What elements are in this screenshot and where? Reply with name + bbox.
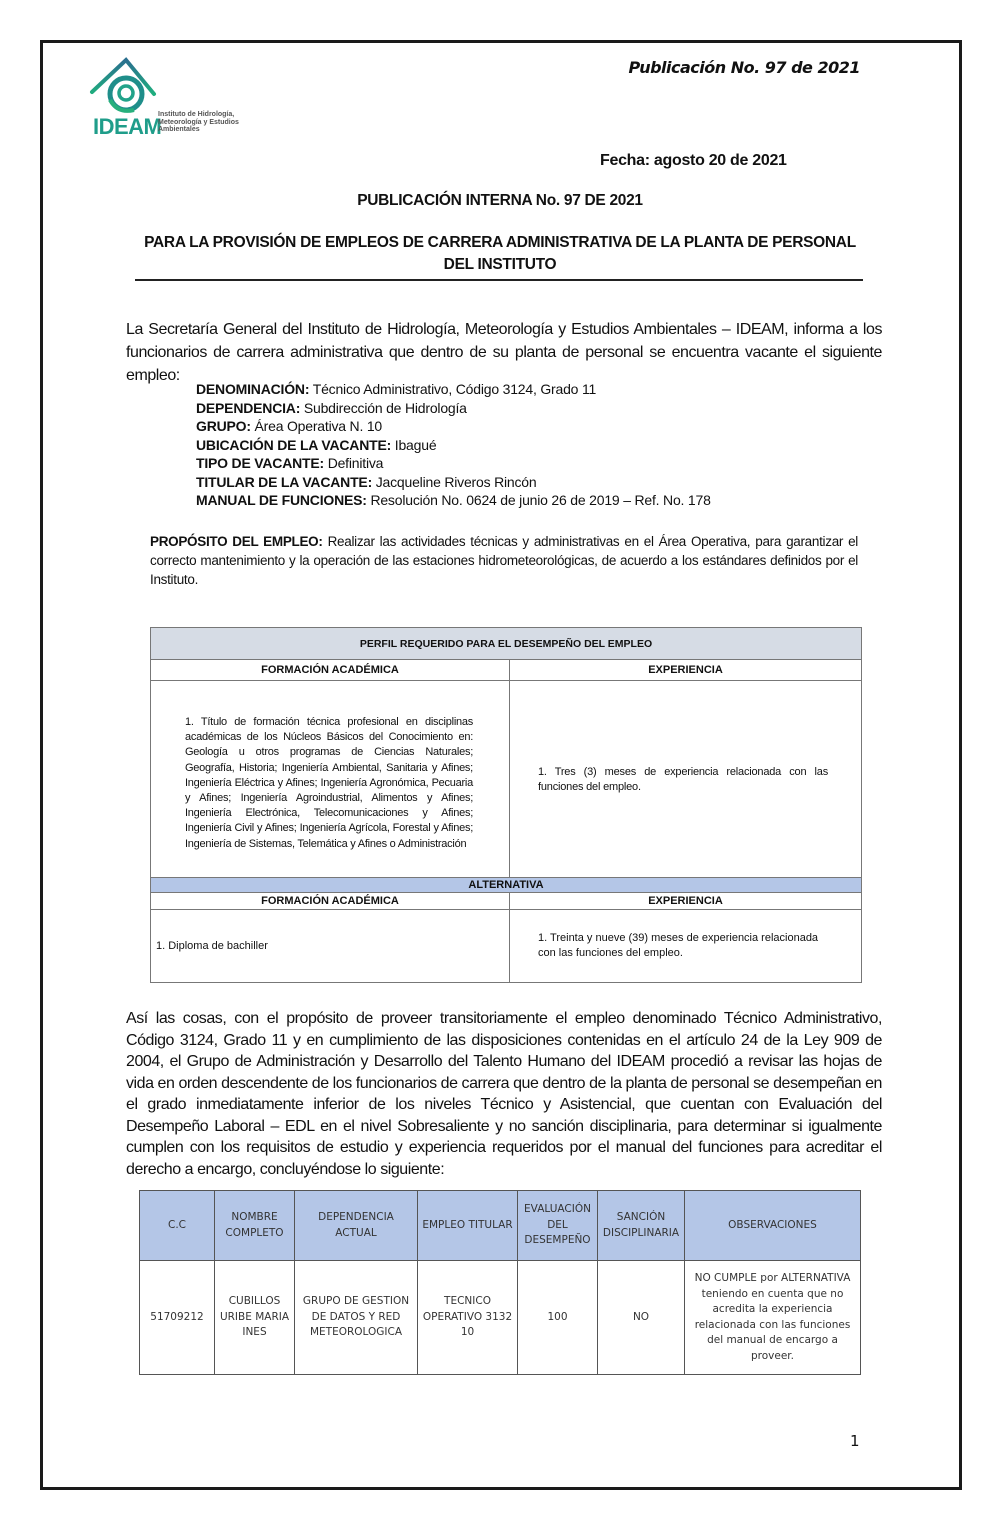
- cell-cc: 51709212: [140, 1261, 215, 1375]
- page-number: 1: [850, 1432, 860, 1450]
- purpose-text: Realizar las actividades técnicas y administrativas en el Área Operativa, para garantizar el correcto mantenimiento y la operación de las estaciones hidrometeorológicas, de acuerdo a los estándares definidos por el Instituto.: [150, 534, 859, 587]
- field-label: UBICACIÓN DE LA VACANTE:: [196, 436, 392, 453]
- field-value: Subdirección de Hidrología: [300, 399, 467, 416]
- field-titular: [196, 473, 711, 492]
- field-value: Resolución No. 0624 de junio 26 de 2019 – Ref. No. 178: [366, 492, 711, 508]
- alt-col-education-header: FORMACIÓN ACADÉMICA: [151, 893, 510, 910]
- education-text: 1. Título de formación técnica profesional en disciplinas académicas de los Núcleos Básicos del Conocimiento en: Geología u otros programas de Ciencias Naturales; Geografía, Historia; Ingeniería Ambiental, Sanitaria y Afines; Ingeniería Eléctrica y Afines; Ingeniería Agronómica, Pecuaria y Afines; Ingeniería Agroindustrial, Alimentos y Afines; Ingeniería Electrónica, Telecomunicaciones y Afines; Ingeniería Civil y Afines; Ingeniería Agrícola, Forestal y Afines; Ingeniería de Sistemas, Telemática y Afines o Administración: [185, 716, 473, 850]
- document-subtitle: PARA LA PROVISIÓN DE EMPLEOS DE CARRERA ADMINISTRATIVA DE LA PLANTA DE PERSONAL DEL INSTITUTO: [144, 234, 856, 273]
- field-dependencia: [196, 399, 711, 418]
- cell-nombre: CUBILLOS URIBE MARIA INES: [215, 1261, 295, 1375]
- document-title: PUBLICACIÓN INTERNA No. 97 DE 2021: [357, 192, 643, 209]
- field-label: TIPO DE VACANTE:: [196, 455, 324, 471]
- cell-evaluacion: 100: [518, 1261, 598, 1375]
- field-value: Área Operativa N. 10: [250, 418, 383, 434]
- field-tipo: [196, 454, 711, 473]
- field-label: TITULAR DE LA VACANTE:: [196, 473, 373, 490]
- field-ubicacion: [196, 436, 711, 455]
- logo-wordmark: IDEAM: [93, 114, 162, 139]
- profile-table-title: PERFIL REQUERIDO PARA EL DESEMPEÑO DEL EMPLEO: [151, 628, 862, 660]
- field-value: Ibagué: [391, 436, 437, 453]
- analysis-paragraph: Así las cosas, con el propósito de proveer transitoriamente el empleo denominado Técnico Administrativo, Código 3124, Grado 11 y en cumplimiento de las disposiciones contenidas en el artículo 24 de la Ley 909 de 2004, el Grupo de Administración y Desarrollo del Talento Humano del IDEAM procedió a revisar las hojas de vida en orden descendente de los funcionarios de carrera que dentro de la planta de personal se desempeñan en el grado inmediatamente inferior de los niveles Técnico y Asistencial, que cuentan con Evaluación del Desempeño Laboral – EDL en el nivel Sobresaliente y no sanción disciplinaria, para determinar si igualmente cumplen con los requisitos de estudio y experiencia requeridos por el manual del funciones para acreditar el derecho a encargo, concluyéndose lo siguiente:: [126, 1010, 882, 1178]
- table-row: [140, 1261, 861, 1375]
- col-education-header: FORMACIÓN ACADÉMICA: [151, 660, 510, 681]
- vacancy-fields: [196, 380, 711, 510]
- purpose-paragraph: [150, 532, 858, 589]
- header-observaciones: OBSERVACIONES: [685, 1191, 861, 1261]
- results-table: [139, 1190, 861, 1375]
- field-label: GRUPO:: [196, 418, 251, 434]
- alt-education-text: 1. Diploma de bachiller: [156, 940, 268, 952]
- header-dependencia: DEPENDENCIA ACTUAL: [295, 1191, 418, 1261]
- alt-experience-cell: [510, 910, 862, 983]
- field-value: Definitiva: [324, 455, 384, 471]
- alt-education-cell: [151, 910, 510, 983]
- cell-empleo: TECNICO OPERATIVO 3132 10: [418, 1261, 518, 1375]
- field-manual: [196, 491, 711, 510]
- alt-col-experience-header: EXPERIENCIA: [510, 893, 862, 910]
- profile-table: [150, 627, 862, 983]
- header-evaluacion: EVALUACIÓN DEL DESEMPEÑO: [518, 1191, 598, 1261]
- experience-cell: [510, 681, 862, 878]
- publication-date: Fecha: agosto 20 de 2021: [600, 152, 787, 169]
- publication-number: Publicación No. 97 de 2021: [628, 58, 860, 77]
- field-denominacion: [196, 380, 711, 399]
- logo-subtitle: Instituto de Hidrología, Meteorología y Estudios Ambientales: [158, 111, 239, 133]
- header-empleo: EMPLEO TITULAR: [418, 1191, 518, 1261]
- field-value: Jacqueline Riveros Rincón: [372, 473, 537, 490]
- cell-observaciones: NO CUMPLE por ALTERNATIVA teniendo en cuenta que no acredita la experiencia relacionada con las funciones del manual de encargo a proveer.: [685, 1261, 861, 1375]
- purpose-label: PROPÓSITO DEL EMPLEO:: [150, 534, 323, 549]
- field-value: Técnico Administrativo, Código 3124, Grado 11: [309, 381, 597, 397]
- field-label: DEPENDENCIA:: [196, 399, 301, 416]
- field-label: MANUAL DE FUNCIONES:: [196, 492, 367, 508]
- col-experience-header: EXPERIENCIA: [510, 660, 862, 681]
- logo-emblem-icon: [88, 56, 158, 118]
- ideam-logo: [88, 56, 258, 146]
- alt-experience-text: 1. Treinta y nueve (39) meses de experiencia relacionada con las funciones del empleo.: [538, 932, 819, 959]
- cell-dependencia: GRUPO DE GESTION DE DATOS Y RED METEOROLOGICA: [295, 1261, 418, 1375]
- field-grupo: [196, 417, 711, 436]
- header-nombre: NOMBRE COMPLETO: [215, 1191, 295, 1261]
- alternative-header: ALTERNATIVA: [151, 878, 862, 893]
- results-header-row: [140, 1191, 861, 1261]
- header-sancion: SANCIÓN DISCIPLINARIA: [598, 1191, 685, 1261]
- experience-text: 1. Tres (3) meses de experiencia relacionada con las funciones del empleo.: [538, 766, 828, 793]
- header-cc: C.C: [140, 1191, 215, 1261]
- intro-paragraph: La Secretaría General del Instituto de Hidrología, Meteorología y Estudios Ambientales – IDEAM, informa a los funcionarios de carrera administrativa que dentro de su planta de personal se encuentra vacante el siguiente empleo:: [126, 321, 882, 384]
- education-cell: [151, 681, 510, 878]
- cell-sancion: NO: [598, 1261, 685, 1375]
- field-label: DENOMINACIÓN:: [196, 381, 310, 397]
- title-divider: [135, 279, 863, 281]
